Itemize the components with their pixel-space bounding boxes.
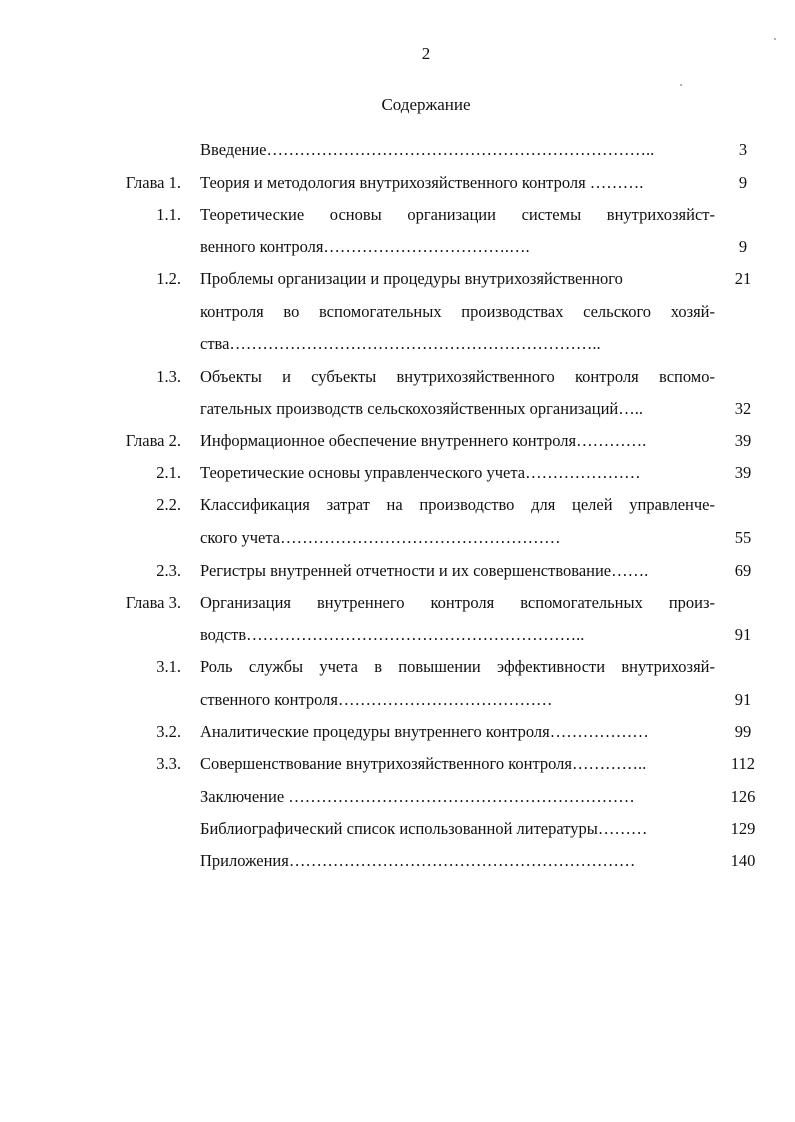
scan-speck [680, 84, 682, 86]
toc-entry-number: 1.2. [156, 269, 181, 288]
toc-entry-title-line: венного контроля…………………………….…. [200, 237, 530, 256]
toc-entry-title: Регистры внутренней отчетности и их совершенствование……. [200, 561, 649, 580]
toc-entry-title: Совершенствование внутрихозяйственного контроля………….. [200, 754, 647, 773]
toc-entry-title: Приложения……………………………………………………… [200, 851, 636, 870]
toc-entry-title-line: Объекты и субъекты внутрихозяйственного контроля вспомо- [200, 367, 715, 386]
toc-entry-page: 91 [734, 690, 752, 709]
toc-entry-page: 126 [730, 787, 756, 806]
toc-title: Содержание [381, 95, 471, 114]
scan-speck [774, 38, 776, 40]
toc-entry-title-line: гательных производств сельскохозяйственных организаций….. [200, 399, 643, 418]
toc-entry-page: 91 [734, 625, 752, 644]
toc-entry-number: Глава 2. [125, 431, 181, 450]
toc-entry-title: Введение…………………………………………………………….. [200, 140, 655, 159]
toc-entry-title: Библиографический список использованной литературы……… [200, 819, 648, 838]
toc-entry-number: 2.3. [156, 561, 181, 580]
toc-entry-title: Теоретические основы управленческого учета………………… [200, 463, 641, 482]
page-number: 2 [421, 44, 431, 63]
toc-entry-title-line: Проблемы организации и процедуры внутрихозяйственного [200, 269, 623, 288]
toc-entry-page: 32 [734, 399, 752, 418]
toc-entry-number: 3.1. [156, 657, 181, 676]
toc-entry-number: 3.3. [156, 754, 181, 773]
toc-entry-page: 129 [730, 819, 756, 838]
toc-entry-title: Информационное обеспечение внутреннего контроля…………. [200, 431, 647, 450]
toc-entry-number: 3.2. [156, 722, 181, 741]
toc-entry-page: 39 [734, 431, 752, 450]
toc-entry-title-line: ственного контроля………………………………… [200, 690, 553, 709]
toc-entry-page: 99 [734, 722, 752, 741]
toc-entry-page: 112 [730, 754, 756, 773]
toc-entry-number: Глава 3. [125, 593, 181, 612]
toc-entry-number: 1.3. [156, 367, 181, 386]
toc-entry-page: 9 [738, 237, 748, 256]
toc-entry-title-line: Организация внутреннего контроля вспомогательных произ- [200, 593, 715, 612]
toc-entry-page: 55 [734, 528, 752, 547]
toc-entry-title: Заключение ……………………………………………………… [200, 787, 635, 806]
toc-entry-number: 2.1. [156, 463, 181, 482]
toc-entry-number: Глава 1. [125, 173, 181, 192]
toc-entry-page: 69 [734, 561, 752, 580]
toc-entry-title-line: ского учета…………………………………………… [200, 528, 561, 547]
toc-entry-title-line: Теоретические основы организации системы внутрихозяйст- [200, 205, 715, 224]
toc-entry-page: 3 [738, 140, 748, 159]
toc-entry-title: Теория и методология внутрихозяйственного контроля ………. [200, 173, 644, 192]
toc-entry-page: 21 [734, 269, 752, 288]
toc-entry-title-line: водств…………………………………………………….. [200, 625, 585, 644]
toc-entry-title-line: ства………………………………………………………….. [200, 334, 601, 353]
toc-entry-number: 2.2. [156, 495, 181, 514]
toc-entry-page: 9 [738, 173, 748, 192]
toc-entry-title-line: Роль службы учета в повышении эффективности внутрихозяй- [200, 657, 715, 676]
toc-entry-title-line: контроля во вспомогательных производствах сельского хозяй- [200, 302, 715, 321]
toc-entry-title-line: Классификация затрат на производство для целей управленче- [200, 495, 715, 514]
toc-entry-number: 1.1. [156, 205, 181, 224]
toc-entry-page: 140 [730, 851, 756, 870]
toc-entry-title: Аналитические процедуры внутреннего контроля……………… [200, 722, 649, 741]
toc-entry-page: 39 [734, 463, 752, 482]
